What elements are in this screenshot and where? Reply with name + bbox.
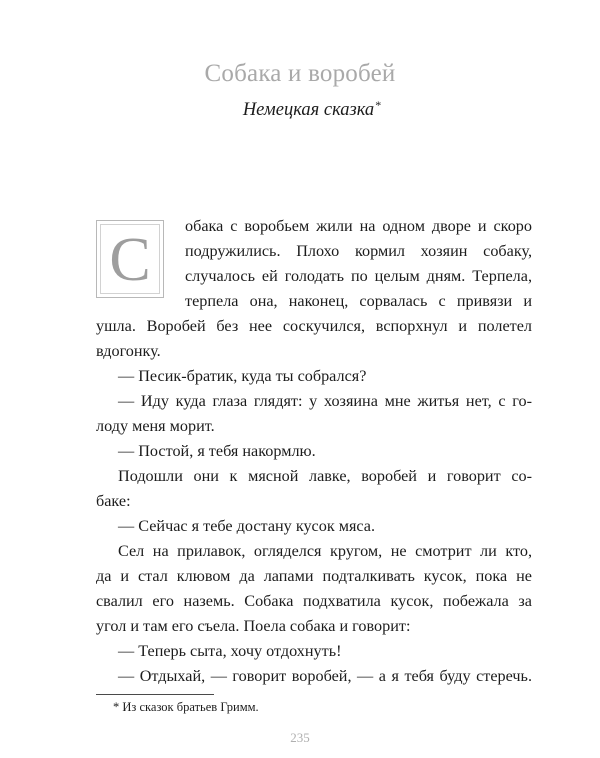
drop-cap-letter: С — [109, 226, 151, 294]
text-line: вдогонку. — [96, 342, 161, 360]
text-line: — Иду куда глаза глядят: у хозяина мне житья нет, с го- — [118, 392, 532, 410]
subtitle-text: Немецкая сказка — [242, 100, 375, 120]
text-line: угол и там его съела. Поела собака и говорит: — [96, 617, 411, 635]
text-line: баке: — [96, 492, 131, 510]
text-line: ушла. Воробей без нее соскучился, вспорхнул и полетел — [96, 317, 532, 335]
story-title: Собака и воробей — [204, 60, 396, 87]
text-line: лоду меня морит. — [96, 417, 215, 435]
text-line: Сел на прилавок, огляделся кругом, не смотрит ли кто, — [118, 542, 532, 560]
text-line: подружились. Плохо кормил хозяин собаку, — [185, 242, 532, 260]
text-line: — Отдыхай, — говорит воробей, — а я тебя буду стеречь. — [118, 667, 532, 685]
text-line: Подошли они к мясной лавке, воробей и говорит со- — [118, 467, 532, 485]
text-line: обака с воробьем жили на одном дворе и скоро — [185, 217, 532, 235]
drop-cap — [96, 220, 164, 298]
text-line: — Постой, я тебя накормлю. — [118, 442, 316, 460]
text-line: свалил его наземь. Собака подхватила кусок, побежала за — [96, 592, 532, 610]
text-line: — Сейчас я тебе достану кусок мяса. — [118, 517, 376, 535]
story-subtitle — [0, 98, 600, 121]
footnote: * Из сказок братьев Гримм. — [113, 700, 259, 714]
text-line: случалось ей голодать по целым дням. Терпела, — [185, 267, 532, 285]
text-line: — Теперь сыта, хочу отдохнуть! — [118, 642, 342, 660]
footnote-rule — [96, 694, 214, 695]
footnote-marker: * — [375, 98, 382, 112]
text-line: да и стал клювом да лапами подталкивать кусок, пока не — [96, 567, 532, 585]
page-number: 235 — [290, 730, 310, 745]
text-line: — Песик-братик, куда ты собрался? — [118, 367, 367, 385]
text-line: терпела она, наконец, сорвалась с привязи и — [185, 292, 532, 310]
